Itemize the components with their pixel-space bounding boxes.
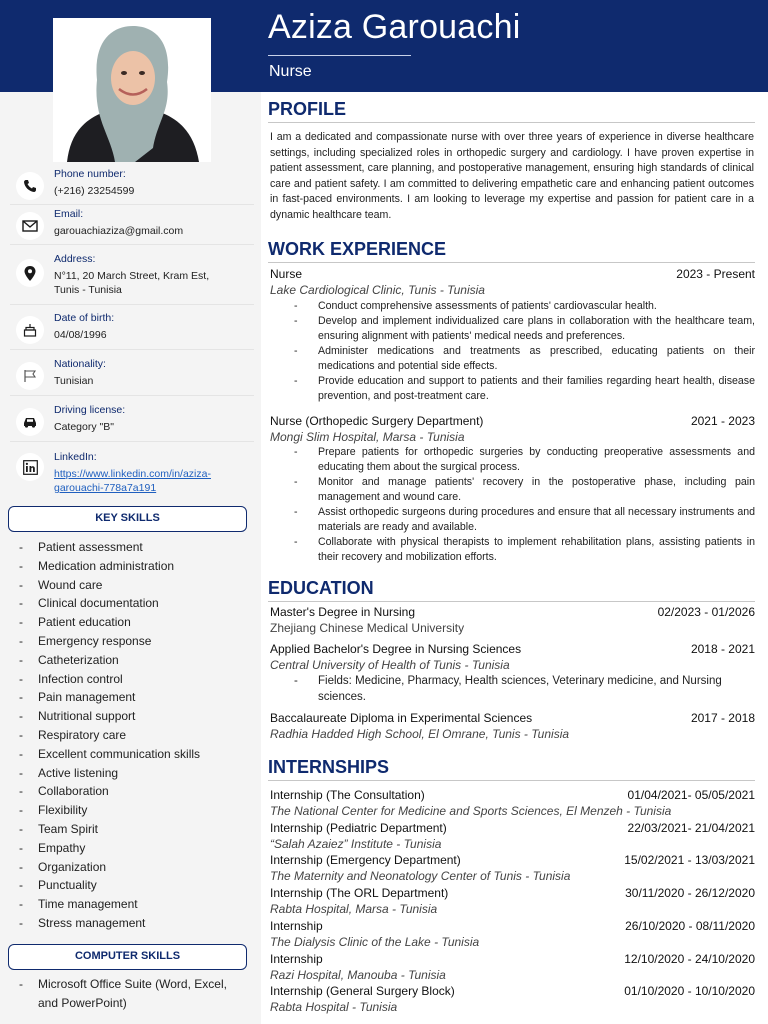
skill-item: - Medication administration (19, 557, 200, 576)
license-category: Category "B" (54, 421, 114, 433)
degree-title: Applied Bachelor's Degree in Nursing Sciences (270, 642, 522, 656)
work-rule (268, 262, 755, 263)
nationality: Tunisian (54, 375, 94, 387)
internship-dates: 01/04/2021- 05/05/2021 (627, 788, 755, 802)
internship-title: Internship (The ORL Department) (270, 886, 449, 901)
internship-title: Internship (General Surgery Block) (270, 984, 455, 999)
skill-item: - Patient assessment (19, 538, 200, 557)
internship-place: Rabta Hospital - Tunisia (270, 1000, 398, 1015)
contact-value[interactable] (54, 467, 254, 495)
contact-value (54, 224, 254, 238)
job-dates: 2023 - Present (676, 267, 755, 281)
key-skills-list (19, 538, 200, 933)
job-bullets (294, 299, 755, 404)
cake-icon (16, 316, 44, 344)
education-rule (268, 601, 755, 602)
fields-text: Medicine, Pharmacy, Health sciences, Veterinary medicine, and Nursing sciences. (318, 675, 722, 703)
internship-header (270, 853, 755, 869)
contact-label: Address: (54, 253, 96, 265)
education-item (270, 711, 755, 727)
internship-place: Rabta Hospital, Marsa - Tunisia (270, 902, 438, 917)
internship-dates: 30/11/2020 - 26/12/2020 (625, 886, 755, 901)
computer-skills-list (19, 975, 249, 1012)
skill-item: - Time management (19, 895, 200, 914)
job-title: Nurse (Orthopedic Surgery Department) (270, 414, 484, 428)
flag-icon (16, 362, 44, 390)
internship-title: Internship (270, 918, 323, 933)
contact-value (54, 374, 254, 388)
internship-dates: 26/10/2020 - 08/11/2020 (625, 918, 755, 933)
job-place: Lake Cardiological Clinic, Tunis - Tunisia (270, 283, 485, 297)
candidate-name: Aziza Garouachi (268, 8, 521, 46)
internship-title: Internship (270, 951, 323, 966)
contact-driving-license (10, 404, 254, 442)
skill-item: - Infection control (19, 670, 200, 689)
skill-item: - Empathy (19, 839, 200, 858)
job-bullet: - Monitor and manage patients' recovery in the postoperative phase, including pain management and wound care. (294, 475, 755, 505)
job-title: Nurse (270, 267, 303, 281)
portrait-image (53, 18, 211, 162)
skill-item: - Flexibility (19, 801, 200, 820)
fields-label: Fields: (318, 675, 352, 687)
address-line-1: N°11, 20 March Street, Kram Est, (54, 270, 210, 282)
contact-value (54, 269, 254, 297)
phone-icon (16, 172, 44, 200)
job-bullet: - Assist orthopedic surgeons during procedures and ensure that all necessary instruments and materials are ready and available. (294, 505, 755, 535)
name-underline (268, 55, 411, 56)
skill-item: - Catheterization (19, 651, 200, 670)
internship-title: Internship (Pediatric Department) (270, 820, 447, 835)
degree-title: Baccalaureate Diploma in Experimental Sciences (270, 711, 533, 725)
skill-item: - Active listening (19, 764, 200, 783)
contact-label: Driving license: (54, 404, 126, 416)
job-header (270, 414, 755, 430)
degree-dates: 2018 - 2021 (690, 642, 755, 656)
job-bullet: - Prepare patients for orthopedic surgeries by conducting preoperative assessments and educating them about the surgical process. (294, 445, 755, 475)
contact-value (54, 420, 254, 434)
profile-heading: PROFILE (268, 99, 347, 119)
internship-dates: 12/10/2020 - 24/10/2020 (624, 951, 755, 966)
degree-fields (294, 674, 724, 705)
contact-value (54, 184, 254, 198)
internship-header (270, 788, 755, 804)
job-dates: 2021 - 2023 (690, 414, 755, 428)
internship-header (270, 821, 755, 837)
contact-label: Phone number: (54, 168, 126, 180)
profile-photo (53, 18, 211, 162)
skill-item: - Nutritional support (19, 707, 200, 726)
car-icon (16, 408, 44, 436)
location-pin-icon (16, 259, 44, 287)
degree-dates: 02/2023 - 01/2026 (657, 605, 755, 619)
education-item (270, 605, 755, 621)
contact-label: Nationality: (54, 358, 106, 370)
contact-phone (10, 168, 254, 205)
internship-title: Internship (The Consultation) (270, 788, 425, 802)
contact-nationality (10, 358, 254, 396)
linkedin-link[interactable]: https://www.linkedin.com/in/aziza- (54, 468, 211, 480)
skill-item: - Pain management (19, 688, 200, 707)
skill-item: - Organization (19, 858, 200, 877)
email-address: garouachiaziza@gmail.com (54, 225, 184, 237)
phone-number: (+216) 23254599 (54, 185, 135, 197)
degree-institution: Central University of Health of Tunis - Tunisia (270, 658, 510, 672)
degree-institution: Zhejiang Chinese Medical University (270, 621, 465, 635)
education-heading: EDUCATION (268, 578, 374, 598)
internship-dates: 01/10/2020 - 10/10/2020 (624, 984, 755, 999)
degree-institution: Radhia Hadded High School, El Omrane, Tunis - Tunisia (270, 727, 570, 741)
job-bullet: - Develop and implement individualized care plans in collaboration with the healthcare team, ensuring alignment with patients' medical needs and preferences. (294, 314, 755, 344)
skill-item: - Respiratory care (19, 726, 200, 745)
internship-place: The National Center for Medicine and Sports Sciences, El Menzeh - Tunisia (270, 804, 672, 818)
internship-place: The Maternity and Neonatology Center of Tunis - Tunisia (270, 869, 571, 884)
internship-place: The Dialysis Clinic of the Lake - Tunisia (270, 934, 480, 949)
internship-place: “Salah Azaiez” Institute - Tunisia (270, 836, 442, 851)
skill-item: - Collaboration (19, 782, 200, 801)
internship-header (270, 886, 755, 902)
job-bullet: - Conduct comprehensive assessments of patients' cardiovascular health. (294, 299, 755, 314)
internship-dates: 22/03/2021- 21/04/2021 (627, 820, 755, 835)
skill-item: - Stress management (19, 914, 200, 933)
contact-email (10, 208, 254, 245)
contact-linkedin (10, 451, 254, 501)
contact-label: Email: (54, 208, 84, 220)
linkedin-icon (16, 453, 44, 481)
skill-item: - Emergency response (19, 632, 200, 651)
degree-title: Master's Degree in Nursing (270, 605, 416, 619)
profile-rule (268, 122, 755, 123)
internships-rule (268, 780, 755, 781)
contact-value (54, 328, 254, 342)
skill-item: - Patient education (19, 613, 200, 632)
internship-title: Internship (Emergency Department) (270, 853, 461, 868)
skill-item: - Team Spirit (19, 820, 200, 839)
skill-item: - Excellent communication skills (19, 745, 200, 764)
internship-dates: 15/02/2021 - 13/03/2021 (624, 853, 755, 868)
skill-item: - Punctuality (19, 876, 200, 895)
skill-item: - Clinical documentation (19, 594, 200, 613)
fields-item (294, 674, 724, 705)
internship-header (270, 919, 755, 935)
internships-heading: INTERNSHIPS (268, 757, 390, 777)
job-bullet: - Provide education and support to patients and their families regarding heart health, disease prevention, and post-treatment care. (294, 374, 755, 404)
education-item (270, 642, 755, 658)
address-line-2: Tunis - Tunisia (54, 284, 122, 296)
internship-place: Razi Hospital, Manouba - Tunisia (270, 967, 446, 982)
computer-skill-item: - Microsoft Office Suite (Word, Excel, and PowerPoint) (19, 975, 249, 1012)
computer-skills-heading: COMPUTER SKILLS (8, 944, 247, 970)
contact-label: LinkedIn: (54, 451, 97, 463)
job-bullet: - Administer medications and treatments as prescribed, educating patients on their medications and potential side effects. (294, 344, 755, 374)
birth-date: 04/08/1996 (54, 329, 107, 341)
job-bullet: - Collaborate with physical therapists to implement rehabilitation plans, assisting patients in their recovery and mobilization efforts. (294, 535, 755, 565)
contact-birthdate (10, 312, 254, 350)
profile-text: I am a dedicated and compassionate nurse with over three years of experience in diverse healthcare settings, including specialized roles in orthopedic surgery and cardiology. I have proven expertise in patient assessment, care planning, and postoperative management, ensuring high standards of clinical care and patient safety. I am committed to delivering empathetic care and enhancing patient outcomes in fast-paced environments. I am looking to leverage my expertise and passion for patient care in a dynamic healthcare team. (270, 131, 754, 221)
work-heading: WORK EXPERIENCE (268, 239, 447, 259)
internship-header (270, 952, 755, 968)
contact-label: Date of birth: (54, 312, 115, 324)
linkedin-link-continued[interactable]: garouachi-778a7a191 (54, 482, 157, 494)
candidate-role: Nurse (269, 63, 312, 80)
mail-icon (16, 212, 44, 240)
internship-header (270, 984, 755, 1000)
job-header (270, 267, 755, 283)
skill-item: - Wound care (19, 576, 200, 595)
degree-dates: 2017 - 2018 (690, 711, 755, 725)
job-bullets (294, 445, 755, 565)
job-place: Mongi Slim Hospital, Marsa - Tunisia (270, 430, 465, 444)
key-skills-heading: KEY SKILLS (8, 506, 247, 532)
contact-address (10, 253, 254, 305)
